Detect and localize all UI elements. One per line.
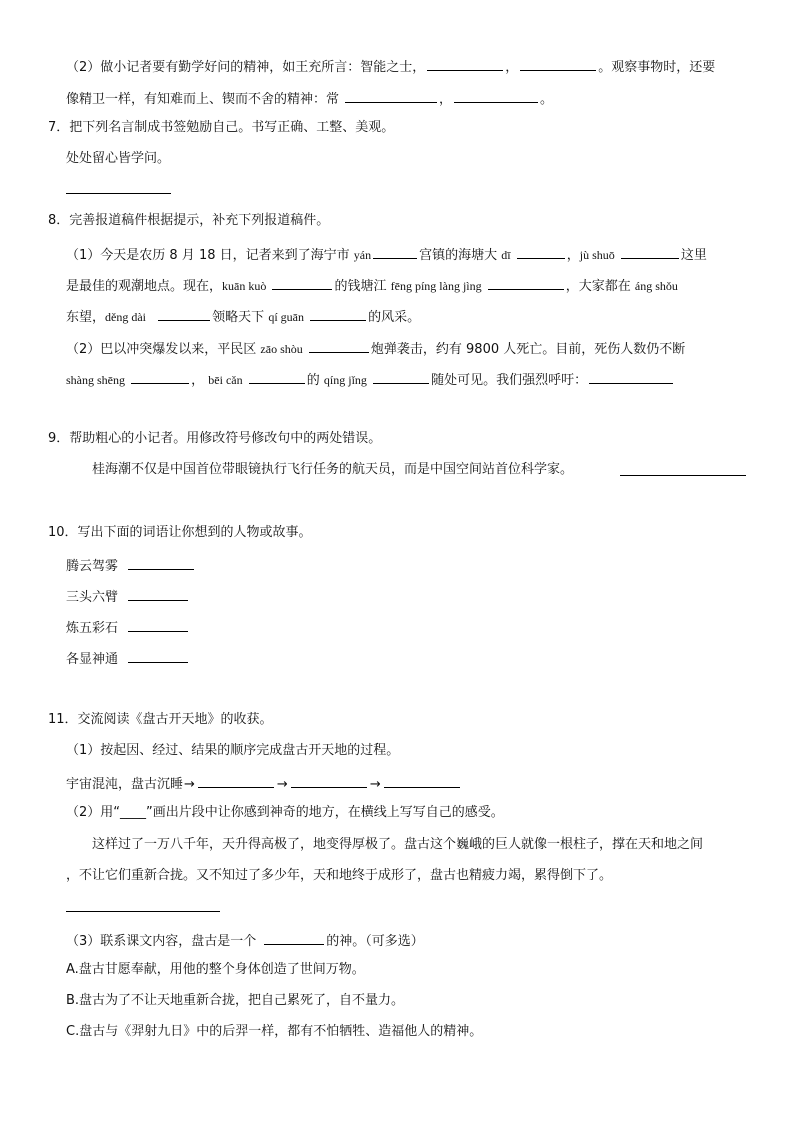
pinyin-di: dī [501,248,511,262]
q11-part1: （1）按起因、经过、结果的顺序完成盘古开天地的过程。 [66,743,400,758]
answer-blank[interactable] [128,555,194,570]
q8-title: 8．完善报道稿件根据提示，补充下列报道稿件。 [48,213,330,228]
q10-item: 各显神通 [66,648,190,669]
pinyin-yan: yán [353,248,372,262]
q8-part1-line1: （1）今天是农历 8 月 18 日，记者来到了海宁市 yán 宫镇的海塘大 dī ，jù shuō 这里 [66,244,707,265]
q9-sentence: 桂海潮不仅是中国首位带眼镜执行飞行任务的航天员，而是中国空间站首位科学家。 [92,462,574,477]
q11-passage-line1: 这样过了一万八千年，天升得高极了，地变得厚极了。盘古这个巍峨的巨人就像一根柱子，撑在天和地之间 [92,837,704,852]
answer-blank[interactable] [520,56,596,71]
pinyin-qingjing: qíng jǐng [323,373,367,387]
pinyin-jushuo: jù shuō [579,248,615,262]
option-c[interactable]: C.盘古与《羿射九日》中的后羿一样，都有不怕牺牲、造福他人的精神。 [66,1024,483,1039]
answer-blank[interactable] [309,338,369,353]
pinyin-zaoshou: zāo shòu [260,342,303,356]
pinyin-angshou: áng shǒu [634,279,678,293]
q9-answer-line[interactable] [620,475,746,476]
q6-part2-line2: 像精卫一样，有知难而上、锲而不舍的精神：常 ， 。 [66,88,553,109]
answer-blank[interactable] [291,773,367,788]
q6-part2-line1: （2）做小记者要有勤学好问的精神，如王充所言：智能之士， ， 。观察事物时，还要 [66,56,715,77]
arrow-icon: → [276,777,288,792]
q11-part2: （2）用“____”画出片段中让你感到神奇的地方，在横线上写写自己的感受。 [66,805,504,820]
arrow-icon: → [369,777,381,792]
underline-mark: ____ [120,805,147,820]
answer-blank[interactable] [128,617,188,632]
q11-title: 11．交流阅读《盘古开天地》的收获。 [48,712,273,727]
q10-item: 三头六臂 [66,586,190,607]
q7-quote: 处处留心皆学问。 [66,151,171,166]
pinyin-kuankuo: kuān kuò [222,279,267,293]
answer-blank[interactable] [427,56,503,71]
answer-blank[interactable] [272,275,332,290]
answer-blank[interactable] [488,275,564,290]
arrow-icon: → [184,777,195,792]
answer-blank[interactable] [589,369,673,384]
answer-blank[interactable] [198,773,274,788]
q10-item: 炼五彩石 [66,617,190,638]
pinyin-fengping: fēng píng làng jìng [390,279,482,293]
answer-blank[interactable] [517,244,565,259]
option-a[interactable]: A.盘古甘愿奉献，用他的整个身体创造了世间万物。 [66,962,365,977]
q8-part2-line2: shàng shēng ， bēi cǎn 的 qíng jǐng 随处可见。我们强烈呼吁： [66,369,675,390]
q10-item: 腾云驾雾 [66,555,196,576]
answer-blank[interactable] [454,88,538,103]
q10-title: 10．写出下面的词语让你想到的人物或故事。 [48,525,312,540]
answer-blank[interactable] [384,773,460,788]
pinyin-qiguan: qí guān [268,310,304,324]
pinyin-beican: bēi cǎn [208,373,243,387]
answer-blank[interactable] [128,648,188,663]
option-b[interactable]: B.盘古为了不让天地重新合拢，把自己累死了，自不量力。 [66,993,405,1008]
q8-part2-line1: （2）巴以冲突爆发以来，平民区 zāo shòu 炮弹袭击，约有 9800 人死亡。目前，死伤人数仍不断 [66,338,685,359]
q7-title: 7．把下列名言制成书签勉励自己。书写正确、工整、美观。 [48,120,395,135]
answer-blank[interactable] [264,930,324,945]
answer-blank[interactable] [621,244,679,259]
answer-blank[interactable] [345,88,437,103]
answer-blank[interactable] [373,244,417,259]
q9-title: 9．帮助粗心的小记者。用修改符号修改句中的两处错误。 [48,431,382,446]
q11-passage-line2: ，不让它们重新合拢。又不知过了多少年，天和地终于成形了，盘古也精疲力竭，累得倒下了。 [66,868,613,883]
answer-blank[interactable] [373,369,429,384]
q8-part1-line3: 东望，děng dài 领略天下 qí guān 的风采。 [66,306,420,327]
answer-blank[interactable] [158,306,210,321]
q11-feeling-answer-line[interactable] [66,911,220,912]
answer-blank[interactable] [128,586,188,601]
answer-blank[interactable] [249,369,305,384]
answer-blank[interactable] [310,306,366,321]
q11-process-chain: 宇宙混沌，盘古沉睡→ → → [66,773,462,794]
q8-part1-line2: 是最佳的观潮地点。现在，kuān kuò 的钱塘江 fēng píng làng jìng ，大家都在 áng shǒu [66,275,678,296]
pinyin-dengdai: děng dài [105,310,147,324]
pinyin-shangsheng: shàng shēng [66,373,125,387]
answer-blank[interactable] [131,369,189,384]
q11-part3: （3）联系课文内容，盘古是一个 的神。（可多选） [66,930,424,951]
bookmark-answer-line[interactable] [66,193,171,194]
